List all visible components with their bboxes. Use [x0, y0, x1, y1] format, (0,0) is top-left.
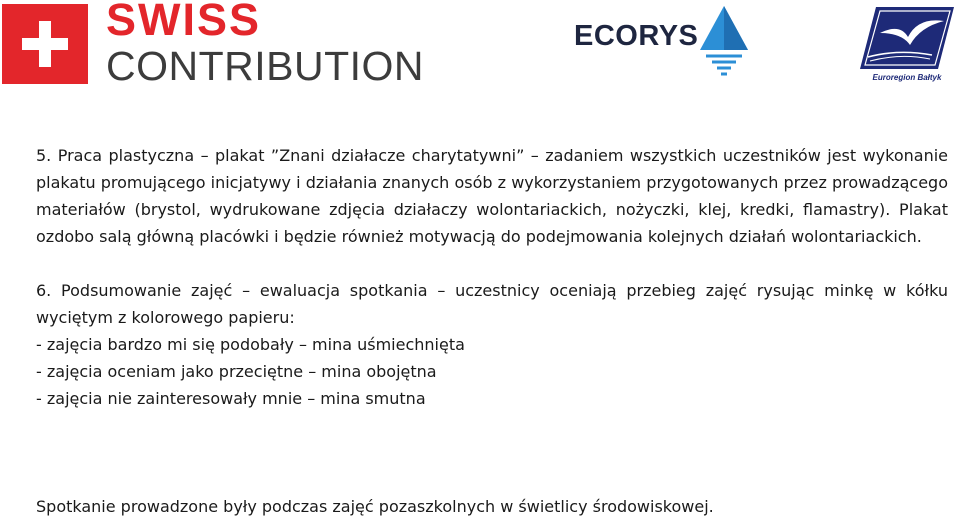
list-item: - zajęcia oceniam jako przeciętne – mina obojętna	[36, 362, 437, 381]
euroregion-baltyk-logo	[858, 3, 956, 87]
paragraph-5: 5. Praca plastyczna – plakat ”Znani działacze charytatywni” – zadaniem wszystkich uczestników jest wykonanie plakatu promującego inicjatywy i działania znanych osób z wykorzystaniem przygotowanych przez prowadzącego materiałów (brystol, wydrukowane zdjęcia działaczy wolontariackich, nożyczki, klej, kredki, flamastry). Plakat ozdobo salą główną placówki i będzie również motywacją do podejmowania kolejnych działań wolontariackich.	[36, 146, 948, 246]
euroregion-baltyk-caption: Euroregion Bałtyk	[872, 73, 942, 82]
swiss-flag-icon	[2, 4, 88, 84]
list-item: - zajęcia nie zainteresowały mnie – mina smutna	[36, 389, 426, 408]
list-item: - zajęcia bardzo mi się podobały – mina uśmiechnięta	[36, 335, 465, 354]
document-body	[36, 142, 948, 412]
swiss-logo-text: SWISS	[106, 0, 262, 45]
paragraph-6: 6. Podsumowanie zajęć – ewaluacja spotkania – uczestnicy oceniają przebieg zajęć rysując minkę w kółku wyciętym z kolorowego papieru:	[36, 281, 948, 327]
swiss-contribution-logo	[2, 0, 432, 89]
ecorys-logo-text: ECORYS	[574, 20, 699, 52]
seagull-emblem-icon	[858, 3, 956, 73]
ecorys-logo	[572, 4, 752, 84]
closing-sentence: Spotkanie prowadzone były podczas zajęć pozaszkolnych w świetlicy środowiskowej.	[36, 497, 714, 516]
ecorys-triangle-icon	[698, 4, 750, 84]
contribution-logo-text: CONTRIBUTION	[106, 43, 425, 89]
